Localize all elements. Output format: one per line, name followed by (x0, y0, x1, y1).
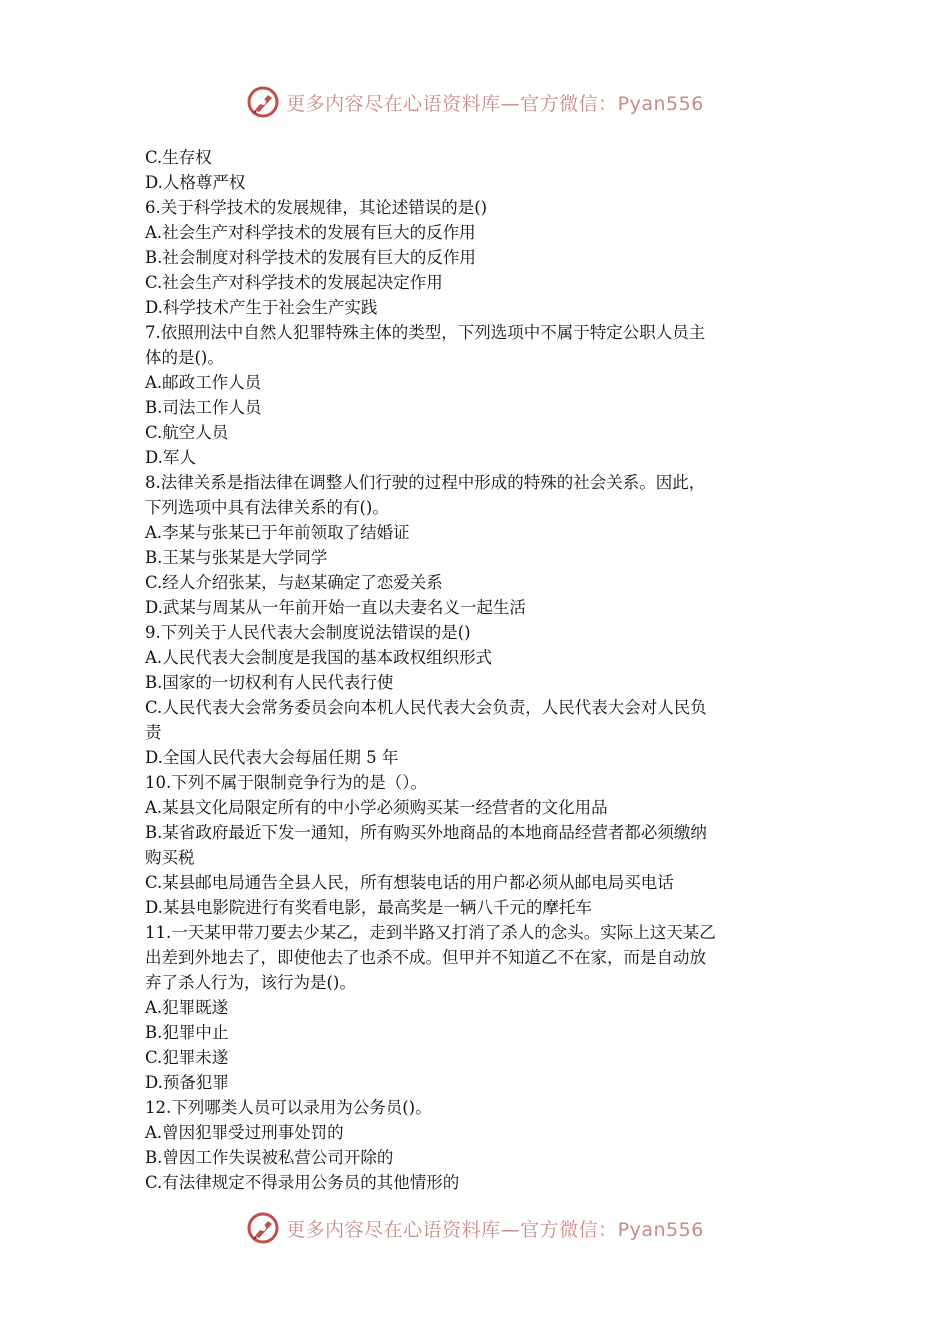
text-line: D.全国人民代表大会每届任期 5 年 (145, 748, 399, 767)
header-watermark-banner (0, 82, 950, 122)
text-line: C.人民代表大会常务委员会向本机人民代表大会负责，人民代表大会对人民负 (145, 698, 707, 717)
text-line: 6.关于科学技术的发展规律，其论述错误的是() (145, 198, 488, 217)
text-line: C.有法律规定不得录用公务员的其他情形的 (145, 1173, 460, 1192)
pen-logo-icon (246, 85, 280, 119)
text-line: 出差到外地去了，即使他去了也杀不成。但甲并不知道乙不在家，而是自动放 (145, 948, 706, 967)
text-line: C.某县邮电局通告全县人民，所有想装电话的用户都必须从邮电局买电话 (145, 873, 674, 892)
text-line: 9.下列关于人民代表大会制度说法错误的是() (145, 623, 471, 642)
text-line: B.某省政府最近下发一通知，所有购买外地商品的本地商品经营者都必须缴纳 (145, 823, 707, 842)
text-line: 12.下列哪类人员可以录用为公务员()。 (145, 1098, 432, 1117)
text-line: 购买税 (145, 848, 195, 867)
text-line: C.犯罪未遂 (145, 1048, 229, 1067)
text-line: C.经人介绍张某，与赵某确定了恋爱关系 (145, 573, 443, 592)
text-line: B.司法工作人员 (145, 398, 262, 417)
text-line: 10.下列不属于限制竞争行为的是（）。 (145, 773, 427, 792)
question-text-body (145, 145, 810, 1195)
text-line: 下列选项中具有法律关系的有()。 (145, 498, 389, 517)
text-line: A.邮政工作人员 (145, 373, 262, 392)
text-line: B.国家的一切权利有人民代表行使 (145, 673, 394, 692)
text-line: A.人民代表大会制度是我国的基本政权组织形式 (145, 648, 493, 667)
text-line: 11.一天某甲带刀要去少某乙，走到半路又打消了杀人的念头。实际上这天某乙 (145, 923, 716, 942)
text-line: 8.法律关系是指法律在调整人们行驶的过程中形成的特殊的社会关系。因此， (145, 473, 706, 492)
text-line: B.犯罪中止 (145, 1023, 229, 1042)
footer-watermark-banner (0, 1208, 950, 1248)
text-line: D.武某与周某从一年前开始一直以夫妻名义一起生活 (145, 598, 526, 617)
text-line: 7.依照刑法中自然人犯罪特殊主体的类型，下列选项中不属于特定公职人员主 (145, 323, 706, 342)
text-line: B.王某与张某是大学同学 (145, 548, 328, 567)
text-line: C.社会生产对科学技术的发展起决定作用 (145, 273, 443, 292)
text-line: D.人格尊严权 (145, 173, 246, 192)
text-line: A.犯罪既遂 (145, 998, 229, 1017)
text-line: A.社会生产对科学技术的发展有巨大的反作用 (145, 223, 476, 242)
text-line: B.曾因工作失误被私营公司开除的 (145, 1148, 394, 1167)
watermark-text: 更多内容尽在心语资料库—官方微信：Pyan556 (286, 1218, 704, 1241)
text-line: B.社会制度对科学技术的发展有巨大的反作用 (145, 248, 476, 267)
text-line: D.某县电影院进行有奖看电影，最高奖是一辆八千元的摩托车 (145, 898, 592, 917)
pen-logo-icon (246, 1211, 280, 1245)
watermark-text: 更多内容尽在心语资料库—官方微信：Pyan556 (286, 92, 704, 115)
text-line: 体的是()。 (145, 348, 224, 367)
text-line: C.航空人员 (145, 423, 229, 442)
text-line: C.生存权 (145, 148, 212, 167)
text-line: 弃了杀人行为，该行为是()。 (145, 973, 356, 992)
text-line: D.预备犯罪 (145, 1073, 229, 1092)
text-line: A.曾因犯罪受过刑事处罚的 (145, 1123, 344, 1142)
text-line: A.某县文化局限定所有的中小学必须购买某一经营者的文化用品 (145, 798, 608, 817)
text-line: 责 (145, 723, 162, 742)
text-line: D.军人 (145, 448, 196, 467)
text-line: D.科学技术产生于社会生产实践 (145, 298, 378, 317)
text-line: A.李某与张某已于年前领取了结婚证 (145, 523, 410, 542)
